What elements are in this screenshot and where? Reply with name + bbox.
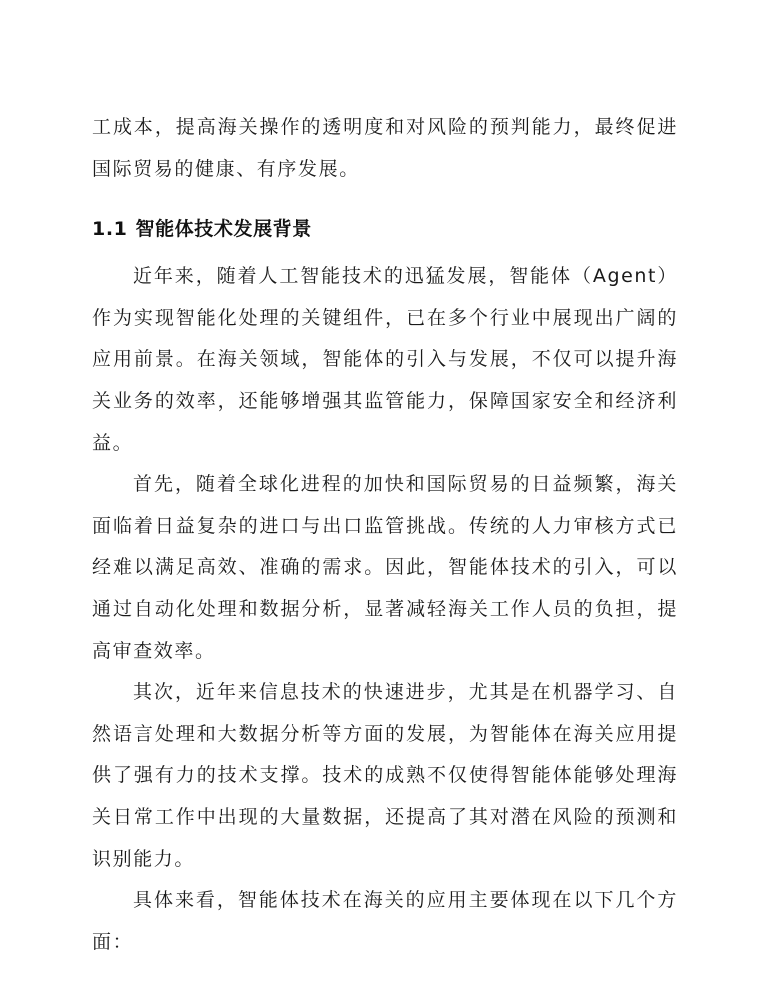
body-paragraph: 其次，近年来信息技术的快速进步，尤其是在机器学习、自然语言处理和大数据分析等方面的发展，为智能体在海关应用提供了强有力的技术支撑。技术的成熟不仅使得智能体能够处理海关日常工作中出现的大量数据，还提高了其对潜在风险的预测和识别能力。: [92, 681, 678, 870]
document-body: [92, 107, 678, 963]
section-heading: [92, 206, 678, 253]
body-paragraph: 具体来看，智能体技术在海关的应用主要体现在以下几个方面：: [92, 889, 678, 953]
body-paragraph: 首先，随着全球化进程的加快和国际贸易的日益频繁，海关面临着日益复杂的进口与出口监管挑战。传统的人力审核方式已经难以满足高效、准确的需求。因此，智能体技术的引入，可以通过自动化处理和数据分析，显著减轻海关工作人员的负担，提高审查效率。: [92, 473, 678, 662]
section-number: 1.1: [92, 218, 128, 241]
section-title: 智能体技术发展背景: [135, 218, 312, 241]
continuation-paragraph: 工成本，提高海关操作的透明度和对风险的预判能力，最终促进国际贸易的健康、有序发展。: [92, 116, 678, 180]
body-paragraph: 近年来，随着人工智能技术的迅猛发展，智能体（Agent）作为实现智能化处理的关键组件，已在多个行业中展现出广阔的应用前景。在海关领域，智能体的引入与发展，不仅可以提升海关业务的效率，还能够增强其监管能力，保障国家安全和经济利益。: [92, 265, 678, 454]
